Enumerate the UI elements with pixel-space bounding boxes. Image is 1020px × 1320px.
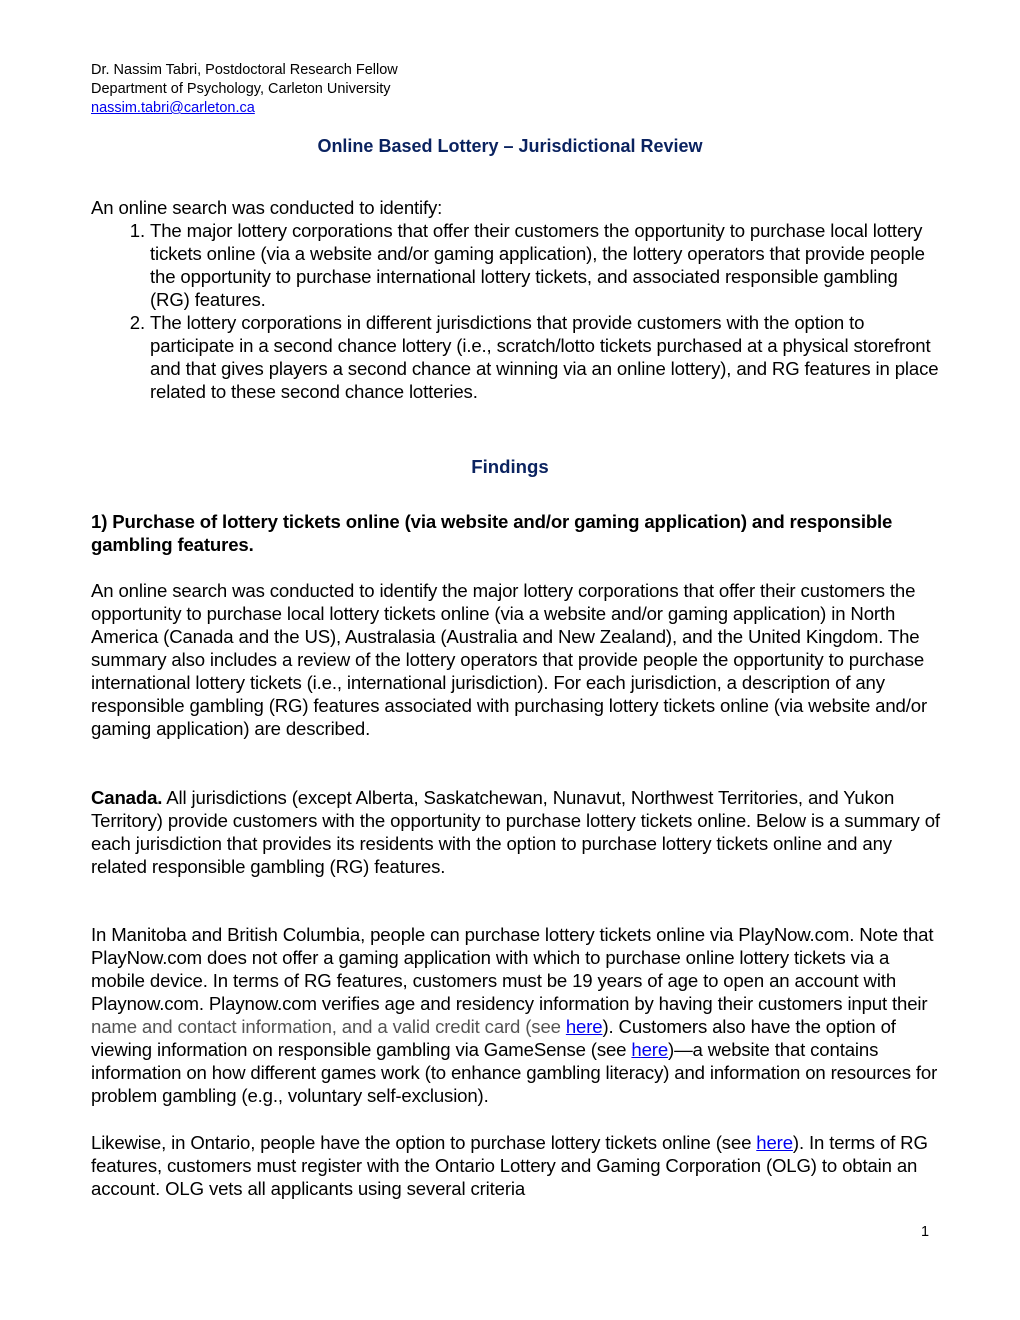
author-header bbox=[91, 61, 398, 118]
findings-heading: Findings bbox=[471, 456, 549, 477]
here-link-playnow[interactable]: here bbox=[565, 1016, 603, 1037]
intro-list bbox=[91, 219, 941, 403]
intro-list-item: 2. The lottery corporations in different jurisdictions that provide customers with the option to participate in a second chance lottery (i.e., scratch/lotto tickets purchased at a physical storefront and that gives players a second chance at winning via an online lottery), and RG features in place related to these second chance lotteries. bbox=[150, 311, 941, 403]
paragraph-text: Likewise, in Ontario, people have the option to purchase lottery tickets online (see bbox=[91, 1132, 757, 1153]
intro-list-item: 1. The major lottery corporations that offer their customers the opportunity to purchase local lottery tickets online (via a website and/or gaming application), the lottery operators that provide people the opportunity to purchase international lottery tickets, and associated responsible gambling (RG) features. bbox=[150, 219, 941, 311]
department-line: Department of Psychology, Carleton University bbox=[91, 81, 391, 97]
section-heading: 1) Purchase of lottery tickets online (via website and/or gaming application) and responsible gambling features. bbox=[91, 511, 893, 555]
document-title: Online Based Lottery – Jurisdictional Review bbox=[317, 136, 703, 156]
intro-lead: An online search was conducted to identify: bbox=[91, 197, 443, 218]
paragraph-text: ). Customers also have the option of viewing information on responsible gambling via GameSense (see bbox=[91, 1016, 896, 1060]
manitoba-bc-paragraph bbox=[91, 923, 941, 1107]
email-link[interactable]: nassim.tabri@carleton.ca bbox=[91, 100, 255, 116]
paragraph-text: In Manitoba and British Columbia, people can purchase lottery tickets online via PlayNow.com. Note that PlayNow.com does not offer a gaming application with which to purchase online lottery tickets via a mobile device. In terms of RG features, customers must be 19 years of age to open an account with Playnow.com. Playnow.com verifies age and residency information by having their customers input their bbox=[91, 924, 934, 1014]
paragraph-text: )—a website that contains information on how different games work (to enhance gambling literacy) and information on resources for problem gambling (e.g., voluntary self-exclusion). bbox=[91, 1039, 938, 1106]
canada-text: All jurisdictions (except Alberta, Saskatchewan, Nunavut, Northwest Territories, and Yukon Territory) provide customers with the opportunity to purchase lottery tickets online. Below is a summary of each jurisdiction that provides its residents with the option to purchase lottery tickets online and any related responsible gambling (RG) features. bbox=[91, 787, 940, 877]
canada-label: Canada. bbox=[91, 787, 163, 808]
here-link-gamesense[interactable]: here bbox=[631, 1039, 669, 1060]
ontario-paragraph bbox=[91, 1131, 941, 1200]
overview-paragraph: An online search was conducted to identify the major lottery corporations that offer their customers the opportunity to purchase local lottery tickets online (via a website and/or gaming application) in North America (Canada and the US), Australasia (Australia and New Zealand), and the United Kingdom. The summary also includes a review of the lottery operators that provide people the opportunity to purchase international lottery tickets (i.e., international jurisdiction). For each jurisdiction, a description of any responsible gambling (RG) features associated with purchasing lottery tickets online (via website and/or gaming application) are described. bbox=[91, 580, 927, 739]
page-number: 1 bbox=[921, 1224, 930, 1240]
paragraph-text: ). In terms of RG features, customers must register with the Ontario Lottery and Gaming Corporation (OLG) to obtain an account. OLG vets all applicants using several criteria bbox=[91, 1132, 928, 1199]
gray-text: name and contact information, and a valid credit card (see bbox=[91, 1016, 566, 1037]
here-link-olg[interactable]: here bbox=[756, 1132, 793, 1153]
author-line: Dr. Nassim Tabri, Postdoctoral Research Fellow bbox=[91, 62, 398, 78]
canada-paragraph bbox=[91, 786, 941, 878]
intro-section bbox=[91, 196, 941, 403]
